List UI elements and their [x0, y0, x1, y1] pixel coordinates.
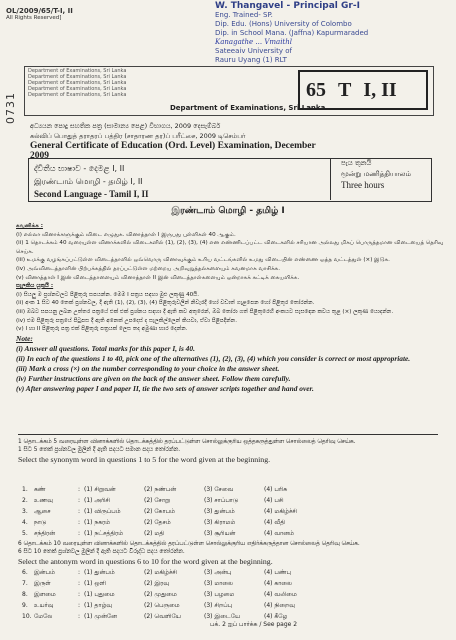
note-item: (i) எல்லா வினாக்களுக்கும் விடை எழுதுக. வினாத்தாள் I இருபது புள்ளிகள் 40 ஆகும். [16, 231, 236, 238]
header-pattern-line: Department of Examinations, Sri Lanka [28, 86, 127, 92]
answer-option: (3) சாப்பாடு [204, 496, 239, 504]
question-row [22, 495, 442, 506]
department-title: Department of Examinations, Sri Lanka [170, 104, 326, 112]
stamp-line: W. Thangavel - Principal Gr-I [215, 1, 360, 11]
question-row [22, 600, 442, 611]
section-2-english: Select the antonym word in questions 6 to 10 for the word given at the beginning. [18, 556, 273, 566]
question-number: 5. [22, 530, 28, 537]
question-number: 2. [22, 497, 28, 504]
subject-english: Second Language - Tamil I, II [34, 189, 149, 199]
subject-tamil: இரண்டாம் மொழி - தமிழ் I, II [34, 177, 143, 186]
answer-option: (3) சூரியன் [204, 529, 236, 537]
answer-option: (2) மதி [144, 529, 165, 537]
stamp-signature: Kanagathe ... Vmaithl [215, 38, 292, 46]
stamp-line: Dip. in School Mana. (Jaffna) Kapurmaraded [215, 29, 369, 37]
note-item: (v) I හා II පිළිතුරු පත්‍ර එක් පිළිතුරු පත්‍රයක් ලෙස තද අමුණා භාර දෙන්න. [16, 326, 188, 333]
colon: : [78, 613, 81, 620]
answer-option: (4) காலை [264, 579, 293, 587]
subject-names [34, 162, 314, 201]
notes-heading-sinhala: සැලකිය යුතුයි : [16, 283, 54, 290]
page-footer: பக். 2 ஐப் பார்க்க / See page 2 [210, 621, 298, 628]
colon: : [78, 530, 81, 537]
note-item: (v) After answering paper I and paper II, tie the two sets of answer scripts together and hand over. [16, 383, 314, 393]
answer-option: (4) பசி [264, 496, 284, 504]
question-word: ஆசை [34, 507, 51, 515]
subject-sinhala: ද්විතීය භාෂාව - දෙමළ I, II [34, 164, 125, 173]
paper-title: இரண்டாம் மொழி - தமிழ் I [171, 206, 285, 216]
answer-option: (3) அன்பு [204, 568, 232, 576]
note-item: (ii) අංක 1 සිට 40 තෙක් ප්‍රශ්නවල, දී ඇති (1), (2), (3), (4) පිළිතුරුවලින් නිවැරදි හෝ වඩාත් ගැළපෙන හෝ පිළිතුර තෝරන්න. [16, 300, 315, 307]
stamp-line: Dip. Edu. (Hons) University of Colombo [215, 20, 352, 28]
answer-option: (1) முன்னே [84, 612, 117, 620]
note-item: (ii) 1 தொடக்கம் 40 வரையுள்ள வினாக்களில் விடைகளில் (1), (2), (3), (4) என எண்ணிடப்பட்ட விடைகளில் சரியான அல்லது மிகப் பொருத்தமான விடையைத் தெரிவு செய்க. [16, 240, 444, 255]
note-item: (i) සියලු ම ප්‍රශ්නවලට පිළිතුරු සපයන්න. මෙම I පත්‍රය සඳහා මුළු ලකුණු 40යි. [16, 291, 199, 298]
paper-code [6, 8, 73, 22]
note-item: (iii) Mark a cross (×) on the number corresponding to your choice in the answer sheet. [16, 363, 280, 373]
subject-code: 65 [306, 78, 326, 101]
question-word: இன்பம் [34, 568, 55, 576]
time-tamil: மூன்று மணித்தியாலம் [341, 170, 412, 178]
answer-option: (2) சோறு [144, 496, 171, 504]
colon: : [78, 602, 81, 609]
note-item: (i) Answer all questions. Total marks for this paper I, is 40. [16, 343, 195, 353]
colon: : [78, 497, 81, 504]
answer-option: (4) மகிழ்ச்சி [264, 507, 297, 515]
answer-option: (2) முதுமை [144, 590, 177, 598]
paper-code-text: OL/2009/65/T-I, II [6, 7, 73, 15]
note-item: (iv) அவ்விடைத்தாளின் பிற்பக்கத்தில் தரப்பட்டுள்ள மற்றைய அறிவுறுத்தல்களையும் கவனமாக வாசிக்க. [16, 265, 281, 272]
exam-title-english: General Certificate of Education (Ord. Level) Examination, December 2009 [30, 141, 316, 161]
answer-option: (3) துன்பம் [204, 507, 235, 515]
question-word: கண் [34, 485, 46, 493]
divider [18, 434, 438, 435]
answer-option: (1) நட்சத்திரம் [84, 529, 124, 537]
answer-option: (2) தேசம் [144, 518, 171, 526]
question-word: சந்திரன் [34, 529, 56, 537]
question-word: நாடு [34, 518, 47, 526]
answer-option: (3) கிராமம் [204, 518, 236, 526]
question-number: 6. [22, 569, 28, 576]
section-1-sinhala: 1 සිට 5 තෙක් ප්‍රශ්නවල මුලින් දී ඇති පදයට සමාන පදය තෝරන්න. [18, 447, 181, 454]
section-1-instructions [18, 438, 438, 465]
answer-option: (1) நகரம் [84, 518, 111, 526]
notes-heading-english: Note: [16, 333, 33, 343]
time-english: Three hours [341, 180, 385, 190]
question-number: 8. [22, 591, 28, 598]
question-row [22, 506, 442, 517]
answer-option: (3) மாலை [204, 579, 234, 587]
answer-option: (4) வீதி [264, 518, 286, 526]
question-number: 3. [22, 508, 28, 515]
answer-option: (4) கீழே [264, 612, 288, 620]
question-number: 7. [22, 580, 28, 587]
note-item: (iii) உமக்கு வழங்கப்பட்டுள்ள விடைத்தாளில் ஒவ்வொரு வினாவுக்கும் உரிய வட்டங்களில் உமது விடையின் எண்ணை ஒத்த வட்டத்துள் (×) இடுக. [16, 257, 390, 264]
answer-option: (1) தாழ்வு [84, 601, 113, 609]
answer-option: (1) சிறுவன் [84, 485, 116, 493]
note-item: (iv) එම පිළිතුරු පත්‍රයේ පිටුපස දී ඇති අනෙක් උපදෙස් ද සැලකිල්ලෙන් කියවා, ඒවා පිළිපදින්න. [16, 317, 237, 324]
question-row [22, 528, 442, 539]
notes-heading-tamil: கவனிக்க : [16, 223, 43, 229]
subject-code-part: I, II [363, 78, 397, 101]
exam-title-sinhala: අධ්‍යයන පොදු සහතික පත්‍ර (සාමාන්‍ය පෙළ) විභාගය, 2009 දෙසැම්බර් [30, 122, 221, 130]
subject-code-letter: T [338, 78, 352, 101]
answer-option: (4) பண்பு [264, 568, 291, 576]
answer-option: (3) சிறப்பு [204, 601, 233, 609]
subject-code-box [298, 70, 428, 110]
question-word: மேலே [34, 612, 53, 620]
answer-option: (2) இரவு [144, 579, 170, 587]
answer-option: (1) புதுமை [84, 590, 115, 598]
exam-title-tamil: கல்விப் பொதுத் தராதரப் பத்திர (சாதாரண தர)ப் பரீட்சை, 2009 டிசெம்பர் [30, 132, 246, 140]
question-word: உணவு [34, 496, 53, 504]
header-pattern-line: Department of Examinations, Sri Lanka [28, 74, 127, 80]
answer-option: (2) வெளியே [144, 612, 181, 620]
question-row [22, 484, 442, 495]
rights-text: All Rights Reserved] [6, 15, 62, 21]
question-number: 1. [22, 486, 28, 493]
answer-option: (3) சேவை [204, 485, 234, 493]
answer-option: (1) துன்பம் [84, 568, 115, 576]
time-sinhala: පැය තුනයි [341, 159, 372, 167]
colon: : [78, 591, 81, 598]
colon: : [78, 519, 81, 526]
question-row [22, 589, 442, 600]
question-number: 10. [22, 613, 32, 620]
header-pattern [28, 68, 298, 98]
section-1-tamil: 1 தொடக்கம் 5 வரையுள்ள வினாக்களில் தொடக்கத்தில் தரப்பட்டுள்ள சொல்லுக்குரிய ஒத்தகருத்துள்ள சொல்லைத் தெரிவு செய்க. [18, 439, 356, 445]
question-word: உயர்வு [34, 601, 54, 609]
header-pattern-line: Department of Examinations, Sri Lanka [28, 80, 127, 86]
question-row [22, 578, 442, 589]
answer-option: (2) மகிழ்ச்சி [144, 568, 177, 576]
answer-option: (2) நண்பன் [144, 485, 177, 493]
note-item: (iv) Further instructions are given on the back of the answer sheet. Follow them carefully. [16, 373, 291, 383]
answer-option: (1) ஒளி [84, 579, 107, 587]
instructions [16, 222, 446, 394]
section-2-sinhala: 6 සිට 10 තෙක් ප්‍රශ්නවල මුලින් දී ඇති පදයට විරුද්ධ පදය තෝරන්න. [18, 549, 185, 556]
stamp-line: Rauru Uyang (1) RLT [215, 56, 287, 64]
answer-option: (3) இடையே [204, 612, 241, 620]
question-word: இளமை [34, 590, 56, 598]
answer-option: (1) அரிசி [84, 496, 111, 504]
colon: : [78, 580, 81, 587]
question-row [22, 567, 442, 578]
principal-stamp [215, 2, 455, 62]
exam-title [30, 121, 320, 161]
question-number: 9. [22, 602, 28, 609]
answer-option: (2) பெருமை [144, 601, 180, 609]
section-2-instructions [18, 540, 438, 567]
answer-option: (2) கோபம் [144, 507, 175, 515]
stamp-line: Eng. Trained- SP. [215, 11, 273, 19]
answer-option: (3) பழமை [204, 590, 235, 598]
answer-option: (4) நிறைவு [264, 601, 295, 609]
question-row [22, 517, 442, 528]
question-number: 4. [22, 519, 28, 526]
section-2-tamil: 6 தொடக்கம் 10 வரையுள்ள வினாக்களில் தொடக்கத்தில் தரப்பட்டுள்ள சொல்லுக்குரிய எதிர்க்கருத்தான சொல்லைத் தெரிவு செய்க. [18, 541, 360, 547]
answer-option: (4) பரிசு [264, 485, 288, 493]
note-item: (iii) ඔබට සපයනු ලබන උත්තර පත්‍රයේ එක් එක් ප්‍රශ්නය සඳහා දී ඇති කව අතුරෙන්, ඔබ තෝරා ගත් පිළිතුරෙහි අංකයට සැසඳෙන කවය තුළ (×) ලකුණ යොදන්න. [16, 308, 394, 315]
stamp-line: Sateeaiv University of [215, 47, 292, 55]
note-item: (v) வினாத்தாள் I இன் விடைத்தாளையும் வினாத்தாள் II இன் விடைத்தாள்களையும் ஒன்றாகக் கட்டிக் கையளிக்க. [16, 274, 300, 281]
colon: : [78, 508, 81, 515]
colon: : [78, 486, 81, 493]
note-item: (ii) In each of the questions 1 to 40, pick one of the alternatives (1), (2), (3), (4) which you consider is correct or most appropriate. [16, 353, 411, 363]
answer-option: (1) விருப்பம் [84, 507, 121, 515]
section-1-english: Select the synonym word in questions 1 to 5 for the word given at the beginning. [18, 454, 271, 464]
side-serial: 0731 [4, 92, 17, 124]
header-pattern-line: Department of Examinations, Sri Lanka [28, 92, 127, 98]
answer-option: (4) வலிமை [264, 590, 297, 598]
colon: : [78, 569, 81, 576]
question-word: இருள் [34, 579, 51, 587]
header-pattern-line: Department of Examinations, Sri Lanka [28, 68, 127, 74]
answer-option: (4) வானம் [264, 529, 294, 537]
time-box [330, 158, 430, 200]
